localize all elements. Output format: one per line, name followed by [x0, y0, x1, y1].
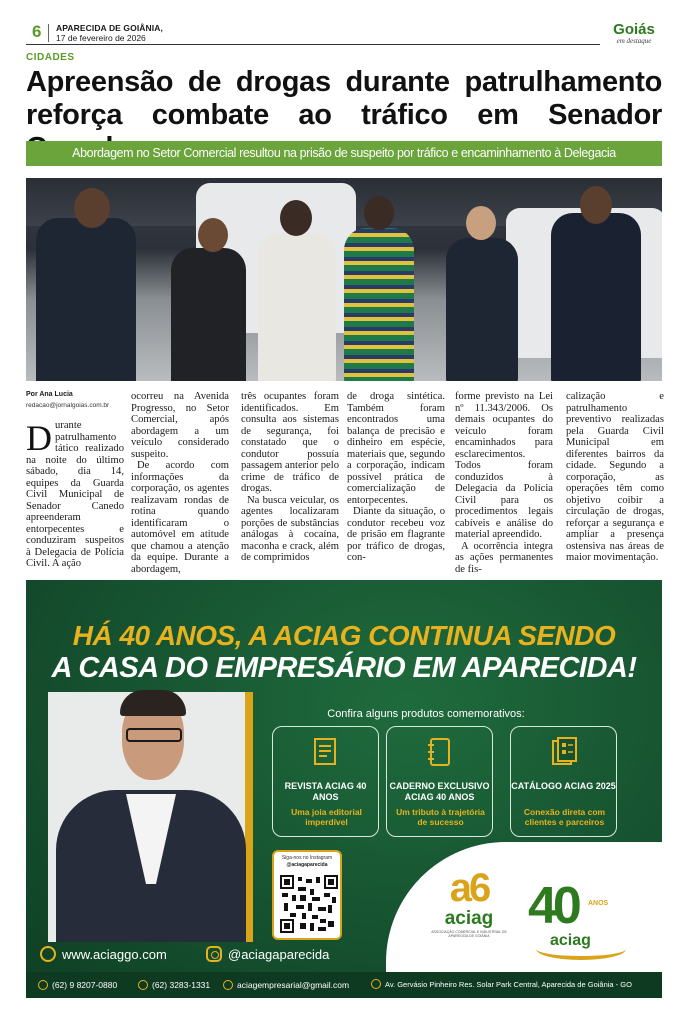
website-link[interactable]: www.aciaggo.com	[40, 946, 167, 962]
ad-title-line1: HÁ 40 ANOS, A ACIAG CONTINUA SENDO	[72, 620, 616, 651]
product-card-caderno[interactable]	[386, 726, 493, 837]
article-column	[241, 391, 339, 564]
phone-contact[interactable]: (62) 3283-1331	[138, 972, 210, 998]
product-title: CATÁLOGO ACIAG 2025	[511, 781, 616, 791]
logo-name: Goiás	[613, 21, 655, 38]
article-paragraph: forme previsto na Lei nº 11.343/2006. Os demais ocupantes do veículo foram encaminhados para esclarecimentos. Todos foram conduzidos à Delegacia da Polícia Civil para os procedimentos legais cabíveis e análise do material apreendido.	[455, 391, 553, 540]
location-pin-icon	[371, 979, 381, 989]
photo-officer-head	[580, 186, 612, 224]
article-paragraph: A ocorrência integra as ações permanentes de fis-	[455, 540, 553, 575]
instagram-qr-card[interactable]	[272, 850, 342, 940]
whatsapp-icon	[38, 980, 48, 990]
qr-label: Siga-nos no Instagram	[281, 855, 333, 861]
article-subheadline: Abordagem no Setor Comercial resultou na prisão de suspeito por tráfico e encaminhamento à Delegacia	[26, 141, 662, 166]
email-contact[interactable]: aciagempresarial@gmail.com	[223, 972, 349, 998]
article-paragraph: três ocupantes foram identificados. Em consulta aos sistemas de segurança, foi constatado que o condutor possuía passagem anterior pelo crime de tráfico de drogas.	[241, 391, 339, 494]
email-icon	[223, 980, 233, 990]
photo-suspect	[171, 248, 246, 381]
instagram-icon	[206, 946, 222, 962]
aciag-logo-mark: a6	[449, 866, 489, 910]
header-rule	[26, 44, 600, 45]
article-paragraph: de droga sintética. Também foram encontrados uma balança de precisão e dinheiro em espécie, materiais que, segundo a corporação, indicam possível prática de comercialização de entorpecentes.	[347, 391, 445, 506]
drop-cap: D	[26, 418, 52, 458]
phone-icon	[138, 980, 148, 990]
qr-code-icon[interactable]	[280, 874, 338, 934]
article-column	[347, 391, 445, 564]
anniversary-anos: ANOS	[588, 900, 609, 907]
product-title: REVISTA ACIAG 40 ANOS	[284, 781, 367, 802]
photo-suspect-head	[280, 200, 312, 236]
newspaper-logo	[606, 22, 662, 48]
product-subtitle: Um tributo à trajetória de sucesso	[396, 807, 485, 827]
header-divider	[48, 24, 49, 42]
photo-officer	[36, 218, 136, 381]
article-column	[26, 420, 124, 570]
photo-officer	[446, 238, 518, 381]
article-column	[566, 391, 664, 564]
article-headline: Apreensão de drogas durante patrulhamento reforça combate ao tráfico em Senador	[26, 66, 662, 131]
ad-products-intro: Confira alguns produtos comemorativos:	[327, 708, 525, 720]
address-contact[interactable]: Av. Gervásio Pinheiro Res. Solar Park Central, Aparecida de Goiânia - GO	[371, 972, 632, 998]
whatsapp-contact[interactable]: (62) 9 8207-0880	[38, 972, 117, 998]
author-email: redacao@jornalgoias.com.br	[26, 402, 110, 409]
ad-model-glasses	[126, 728, 182, 742]
photo-suspect	[344, 228, 414, 381]
article-paragraph: calização e patrulhamento preventivo realizadas pela Guarda Civil Municipal em diferentes bairros da cidade. Segundo a corporação, as operações têm como objetivo coibir a circulação de drogas, reforçar a segurança e ampliar a presença ostensiva nas áreas de maior movimentação.	[566, 391, 664, 563]
notebook-icon	[426, 737, 454, 767]
qr-handle: @aciagaparecida	[286, 862, 328, 868]
article-paragraph: Durante patrulhamento tático realizado na noite do último sábado, dia 14, equipes da Guarda Civil Municipal de Senador Canedo apreenderam entorpecentes e conduziram suspeitos à Delegacia de Polícia Civil. A ação	[26, 418, 124, 569]
catalog-icon	[550, 737, 578, 767]
article-paragraph: Na busca veicular, os agentes localizaram porções de substâncias análogas à cocaína, maconha e crack, além de comprimidos	[241, 494, 339, 563]
photo-officer-head	[466, 206, 496, 240]
product-subtitle: Conexão direta com clientes e parceiros	[523, 807, 606, 827]
article-photo	[26, 178, 662, 381]
ad-title-line2: A CASA DO EMPRESÁRIO EM APARECIDA!	[51, 652, 637, 684]
product-card-revista[interactable]	[272, 726, 379, 837]
anniversary-name: aciag	[550, 932, 591, 949]
article-column	[455, 391, 553, 575]
globe-icon	[40, 946, 56, 962]
page-header	[26, 22, 662, 48]
section-label: CIDADES	[26, 52, 75, 63]
photo-suspect-head	[364, 196, 394, 230]
ad-model-hair	[120, 690, 186, 716]
aciag-logo	[424, 868, 514, 953]
article-paragraph: Diante da situação, o condutor recebeu voz de prisão em flagrante por tráfico de drogas, con-	[347, 506, 445, 563]
aciag-advertisement	[26, 580, 662, 998]
photo-officer	[551, 213, 641, 381]
header-city: APARECIDA DE GOIÂNIA,	[56, 23, 163, 33]
anniversary-number: 40	[528, 877, 578, 935]
article-author: Por Ana Lucia	[26, 391, 73, 398]
product-title: CADERNO EXCLUSIVO ACIAG 40 ANOS	[389, 781, 490, 802]
logo-tagline: em destaque	[616, 37, 652, 45]
header-date: 17 de fevereiro de 2026	[56, 33, 146, 43]
page-number: 6	[32, 22, 42, 41]
magazine-icon	[312, 737, 340, 767]
anniversary-logo	[528, 877, 628, 960]
aciag-logo-tagline: ASSOCIAÇÃO COMERCIAL E INDUSTRIAL DE APARECIDA DE GOIÂNIA	[431, 930, 507, 938]
article-paragraph: ocorreu na Avenida Progresso, no Setor Comercial, após abordagem a um veículo considerado suspeito.	[131, 391, 229, 460]
product-card-catalogo[interactable]	[510, 726, 617, 837]
product-subtitle: Uma joia editorial imperdível	[291, 807, 362, 827]
contact-bar	[26, 972, 662, 998]
aciag-logo-name: aciag	[444, 908, 494, 929]
photo-suspect	[258, 233, 336, 381]
photo-suspect-head	[198, 218, 228, 252]
article-column	[131, 391, 229, 575]
instagram-link[interactable]: @aciagaparecida	[206, 946, 329, 962]
article-paragraph: De acordo com informações da corporação, os agentes realizavam rondas de rotina quando identificaram o automóvel em atitude que chamou a atenção da equipe. Durante a abordagem,	[131, 460, 229, 575]
photo-officer-head	[74, 188, 110, 228]
